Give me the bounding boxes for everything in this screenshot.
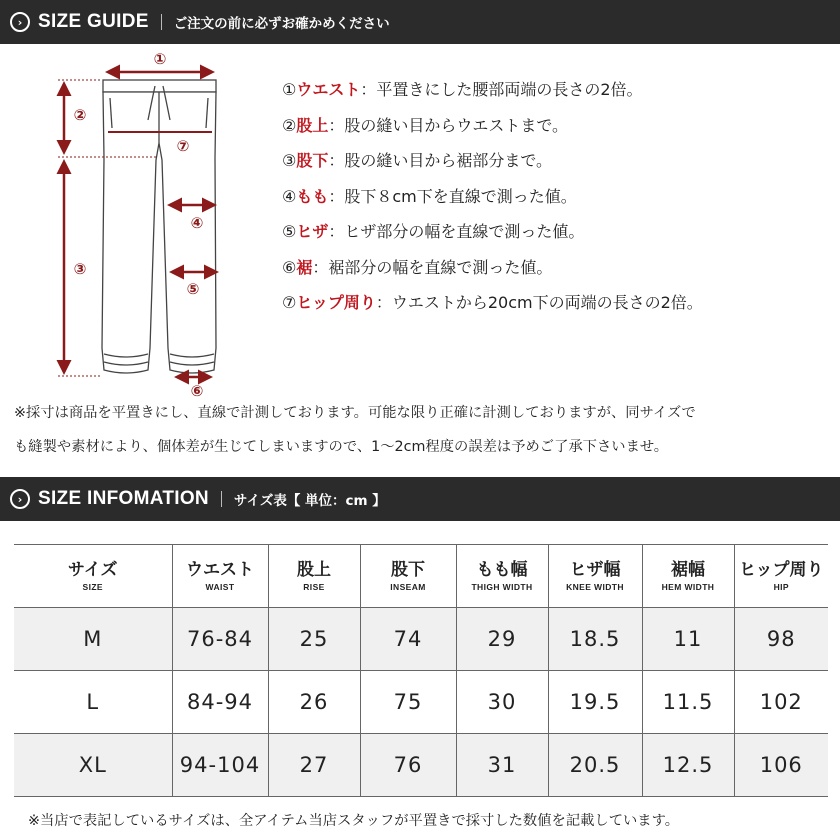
hem-cell: 11 [642, 608, 734, 671]
label-thigh: ④ [190, 214, 204, 232]
size-guide-header [0, 0, 840, 44]
column-header: 股上 RISE [268, 545, 360, 608]
table-header-row [14, 545, 828, 608]
table-row [14, 671, 828, 734]
label-rise: ② [73, 106, 87, 124]
column-header: サイズ SIZE [14, 545, 172, 608]
legend-item: ③股下：股の縫い目から裾部分まで。 [282, 151, 553, 170]
column-header: もも幅 THIGH WIDTH [456, 545, 548, 608]
inseam-cell: 75 [360, 671, 456, 734]
hem-cell: 11.5 [642, 671, 734, 734]
label-waist: ① [153, 50, 167, 68]
inseam-cell: 74 [360, 608, 456, 671]
legend-item: ⑥裾：裾部分の幅を直線で測った値。 [282, 257, 553, 277]
knee-cell: 18.5 [548, 608, 642, 671]
rise-cell: 26 [268, 671, 360, 734]
column-header: 股下 INSEAM [360, 545, 456, 608]
legend-item: ④もも：股下８cm下を直線で測った値。 [282, 186, 577, 206]
thigh-cell: 30 [456, 671, 548, 734]
header-divider [161, 14, 162, 30]
hip-cell: 98 [734, 608, 828, 671]
hip-cell: 106 [734, 734, 828, 797]
thigh-cell: 31 [456, 734, 548, 797]
column-header: ウエスト WAIST [172, 545, 268, 608]
size-info-title: SIZE INFOMATION [38, 488, 209, 509]
size-info-header [0, 477, 840, 521]
knee-cell: 19.5 [548, 671, 642, 734]
measurement-note-line1: ※採寸は商品を平置きにし、直線で計測しております。可能な限り正確に計測しておりますが、同サイズで [14, 405, 696, 421]
size-guide-subtitle: ご注文の前に必ずお確かめください [173, 16, 390, 32]
chevron-right-icon: › [10, 489, 30, 509]
legend-item: ②股上：股の縫い目からウエストまで。 [282, 115, 569, 135]
chevron-right-icon: › [10, 12, 30, 32]
table-row [14, 608, 828, 671]
thigh-cell: 29 [456, 608, 548, 671]
hip-cell: 102 [734, 671, 828, 734]
size-guide-title: SIZE GUIDE [38, 11, 149, 32]
legend-item: ⑤ヒザ：ヒザ部分の幅を直線で測った値。 [282, 222, 585, 241]
table-row [14, 734, 828, 797]
inseam-cell: 76 [360, 734, 456, 797]
label-hem: ⑥ [190, 382, 204, 398]
column-header: ヒップ周り HIP [734, 545, 828, 608]
waist-cell: 76-84 [172, 608, 268, 671]
legend-item: ⑦ヒップ周り：ウエストから20cm下の両端の長さの2倍。 [282, 293, 703, 312]
label-hip: ⑦ [176, 137, 190, 155]
header-divider [221, 491, 222, 507]
rise-cell: 27 [268, 734, 360, 797]
hem-cell: 12.5 [642, 734, 734, 797]
legend-item: ①ウエスト：平置きにした腰部両端の長さの2倍。 [282, 80, 643, 99]
column-header: ヒザ幅 KNEE WIDTH [548, 545, 642, 608]
size-table [14, 544, 828, 797]
label-knee: ⑤ [186, 280, 200, 298]
knee-cell: 20.5 [548, 734, 642, 797]
pants-measurement-diagram [40, 48, 280, 398]
size-cell: L [14, 671, 172, 734]
size-info-subtitle: サイズ表【 単位：cm 】 [233, 493, 386, 509]
label-inseam: ③ [73, 260, 87, 278]
size-cell: XL [14, 734, 172, 797]
size-cell: M [14, 608, 172, 671]
waist-cell: 84-94 [172, 671, 268, 734]
measurement-legend [282, 72, 703, 321]
measurement-note-line2: も縫製や素材により、個体差が生じてしまいますので、1〜2cm程度の誤差は予めご了承下さいませ。 [14, 439, 669, 455]
column-header: 裾幅 HEM WIDTH [642, 545, 734, 608]
waist-cell: 94-104 [172, 734, 268, 797]
size-table-footnote: ※当店で表記しているサイズは、全アイテム当店スタッフが平置きで採寸した数値を記載しています。 [28, 813, 680, 829]
rise-cell: 25 [268, 608, 360, 671]
